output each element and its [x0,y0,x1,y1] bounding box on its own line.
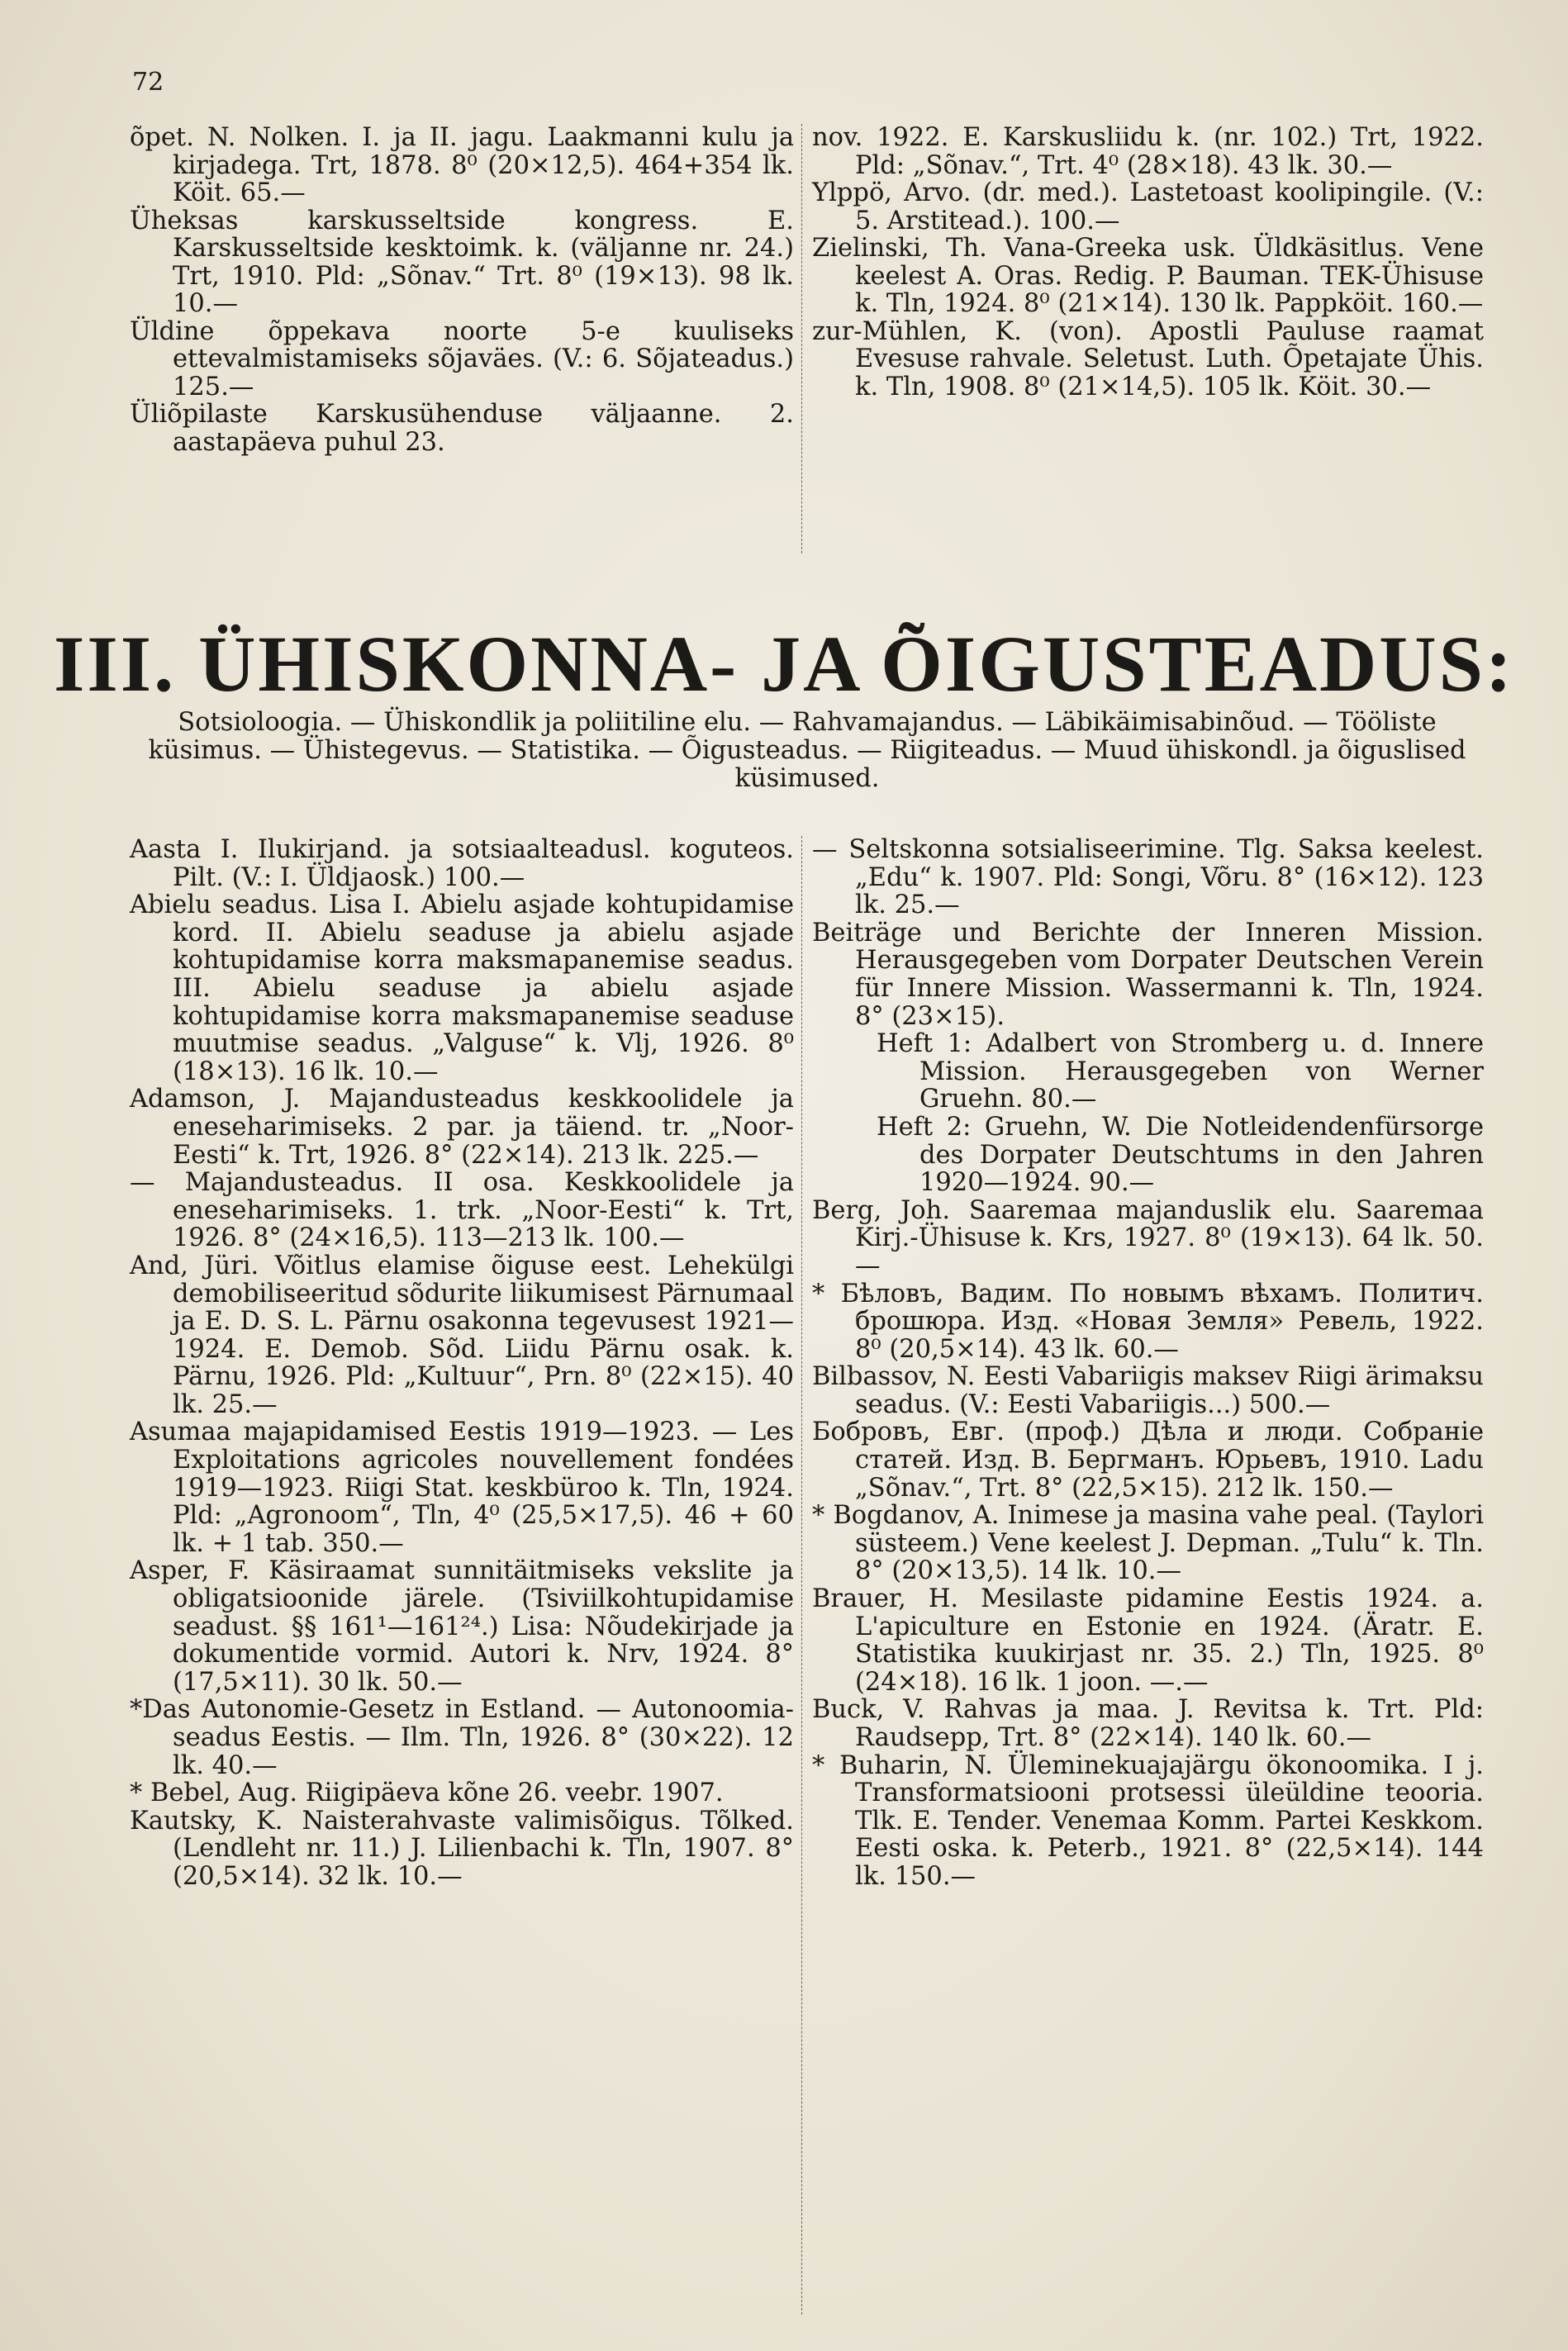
entry: nov. 1922. E. Karskusliidu k. (nr. 102.) Trt, 1922. Pld: „Sõnav.“, Trt. 4⁰ (28×18). 43 lk. 30.— [812,123,1484,180]
entry: Bilbassov, N. Eesti Vabariigis maksev Riigi ärimaksu seadus. (V.: Eesti Vabariigis...) 500.— [812,1362,1484,1419]
entry: Adamson, J. Majandusteadus keskkoolidele ja eneseharimiseks. 2 par. ja täiend. tr. „Noor-Eesti“ k. Trt, 1926. 8° (22×14). 213 lk. 225.— [130,1085,794,1170]
top-left-column [130,124,794,456]
entry: Zielinski, Th. Vana-Greeka usk. Üldkäsitlus. Vene keelest A. Oras. Redig. P. Bauman. TEK-Ühisuse k. Tln, 1924. 8⁰ (21×14). 130 lk. Pappköit. 160.— [812,234,1484,318]
entry: Üldine õppekava noorte 5-e kuuliseks ettevalmistamiseks sõjaväes. (V.: 6. Sõjateadus.) 125.— [130,316,794,401]
column-divider-top [801,124,802,553]
entry: And, Jüri. Võitlus elamise õiguse eest. Lehekülgi demobiliseeritud sõdurite liikumisest Pärnumaal ja E. D. S. L. Pärnu osakonna tegevusest 1921—1924. E. Demob. Sõd. Liidu Pärnu osak. k. Pärnu, 1926. Pld: „Kultuur“, Prn. 8⁰ (22×15). 40 lk. 25.— [130,1251,794,1419]
entry: Ylppö, Arvo. (dr. med.). Lastetoast koolipingile. (V.: 5. Arstitead.). 100.— [812,178,1484,235]
entry: Abielu seadus. Lisa I. Abielu asjade kohtupidamise kord. II. Abielu seaduse ja abielu asjade kohtupidamise korra maksmapanemise seadus. III. Abielu seaduse ja abielu asjade kohtupidamise korra maksmapanemise seaduse muutmise seadus. „Valguse“ k. Vlj, 1926. 8⁰ (18×13). 16 lk. 10.— [130,891,794,1086]
entry: Beiträge und Berichte der Inneren Mission. Herausgegeben vom Dorpater Deutschen Verein für Innere Mission. Wassermanni k. Tln, 1924. 8° (23×15). [812,918,1484,1031]
entry: Kautsky, K. Naisterahvaste valimisõigus. Tõlked. (Lendleht nr. 11.) J. Lilienbachi k. Tln, 1907. 8° (20,5×14). 32 lk. 10.— [130,1806,794,1891]
entry: * Bebel, Aug. Riigipäeva kõne 26. veebr. 1907. [130,1779,724,1808]
entry: Aasta I. Ilukirjand. ja sotsiaalteadusl. koguteos. Pilt. (V.: I. Üldjaosk.) 100.— [130,835,794,892]
entry-subitem: Heft 1: Adalbert von Stromberg u. d. Innere Mission. Herausgegeben von Werner Gruehn. 80.— [877,1029,1484,1114]
entry: — Seltskonna sotsialiseerimine. Tlg. Saksa keelest. „Edu“ k. 1907. Pld: Songi, Võru. 8° (16×12). 123 lk. 25.— [812,835,1484,920]
entry: — Majandusteadus. II osa. Keskkoolidele ja eneseharimiseks. 1. trk. „Noor-Eesti“ k. Trt, 1926. 8° (24×16,5). 113—213 lk. 100.— [130,1168,794,1253]
entry: Asumaa majapidamised Eestis 1919—1923. — Les Exploitations agricoles nouvellement fondées 1919—1923. Riigi Stat. keskbüroo k. Tln, 1924. Pld: „Agronoom“, Tln, 4⁰ (25,5×17,5). 46 + 60 lk. + 1 tab. 350.— [130,1418,794,1558]
entry: *Das Autonomie-Gesetz in Estland. — Autonoomia-seadus Eestis. — Ilm. Tln, 1926. 8° (30×22). 12 lk. 40.— [130,1695,794,1780]
entry-subitem: Heft 2: Gruehn, W. Die Notleidendenfürsorge des Dorpater Deutschtums in den Jahren 1920—1924. 90.— [877,1112,1484,1198]
entry: Buck, V. Rahvas ja maa. J. Revitsa k. Trt. Pld: Raudsepp, Trt. 8° (22×14). 140 lk. 60.— [812,1695,1484,1752]
entry: Berg, Joh. Saaremaa majanduslik elu. Saaremaa Kirj.-Ühisuse k. Krs, 1927. 8⁰ (19×13). 64 lk. 50.— [812,1195,1484,1280]
main-left-column [130,836,794,1891]
page-number: 72 [132,68,164,97]
entry: Asper, F. Käsiraamat sunnitäitmiseks vekslite ja obligatsioonide järele. (Tsiviilkohtupidamise seadust. §§ 161¹—161²⁴.) Lisa: Nõudekirjade ja dokumentide vormid. Autori k. Nrv, 1924. 8° (17,5×11). 30 lk. 50.— [130,1556,794,1697]
entry: õpet. N. Nolken. I. ja II. jagu. Laakmanni kulu ja kirjadega. Trt, 1878. 8⁰ (20×12,5). 464+354 lk. Köit. 65.— [130,123,794,207]
entry: * Bogdanov, A. Inimese ja masina vahe peal. (Taylori süsteem.) Vene keelest J. Depman. „Tulu“ k. Tln. 8° (20×13,5). 14 lk. 10.— [812,1501,1484,1586]
main-right-column [812,836,1484,1891]
entry: Бобровъ, Евг. (проф.) Дѣла и люди. Собранiе статей. Изд. В. Бергманъ. Юрьевъ, 1910. Ladu „Sõnav.“, Trt. 8° (22,5×15). 212 lk. 150.— [812,1418,1484,1503]
top-right-column [812,124,1484,401]
section-subheading: Sotsioloogia. — Ühiskondlik ja poliitiline elu. — Rahvamajandus. — Läbikäimisabinõud. — Tööliste küsimus. — Ühistegevus. — Statistika. — Õigusteadus. — Riigiteadus. — Muud ühiskondl. ja õiguslised küsimused. [148,708,1466,793]
entry: zur-Mühlen, K. (von). Apostli Pauluse raamat Evesuse rahvale. Seletust. Luth. Õpetajate Ühis. k. Tln, 1908. 8⁰ (21×14,5). 105 lk. Köit. 30.— [812,316,1484,401]
entry: Brauer, H. Mesilaste pidamine Eestis 1924. a. L'apiculture en Estonie en 1924. (Äratr. E. Statistika kuukirjast nr. 35. 2.) Tln, 1925. 8⁰ (24×18). 16 lk. 1 joon. —.— [812,1584,1484,1697]
column-divider-main [801,836,802,2315]
section-title: III. ÜHISKONNA- JA ÕIGUSTEADUS: [54,620,1514,708]
entry: * Бѣловъ, Вадим. По новымъ вѣхамъ. Политич. брошюра. Изд. «Новая Земля» Ревель, 1922. 8⁰ (20,5×14). 43 lk. 60.— [812,1279,1484,1364]
entry: Üheksas karskusseltside kongress. E. Karskusseltside kesktoimk. k. (väljanne nr. 24.) Trt, 1910. Pld: „Sõnav.“ Trt. 8⁰ (19×13). 98 lk. 10.— [130,206,794,318]
entry: Üliõpilaste Karskusühenduse väljaanne. 2. aastapäeva puhul 23. [130,400,794,457]
entry: * Buharin, N. Üleminekuajajärgu ökonoomika. I j. Transformatsiooni protsessi üleüldine teooria. Tlk. E. Tender. Venemaa Komm. Partei Keskkom. Eesti oska. k. Peterb., 1921. 8° (22,5×14). 144 lk. 150.— [812,1750,1484,1891]
